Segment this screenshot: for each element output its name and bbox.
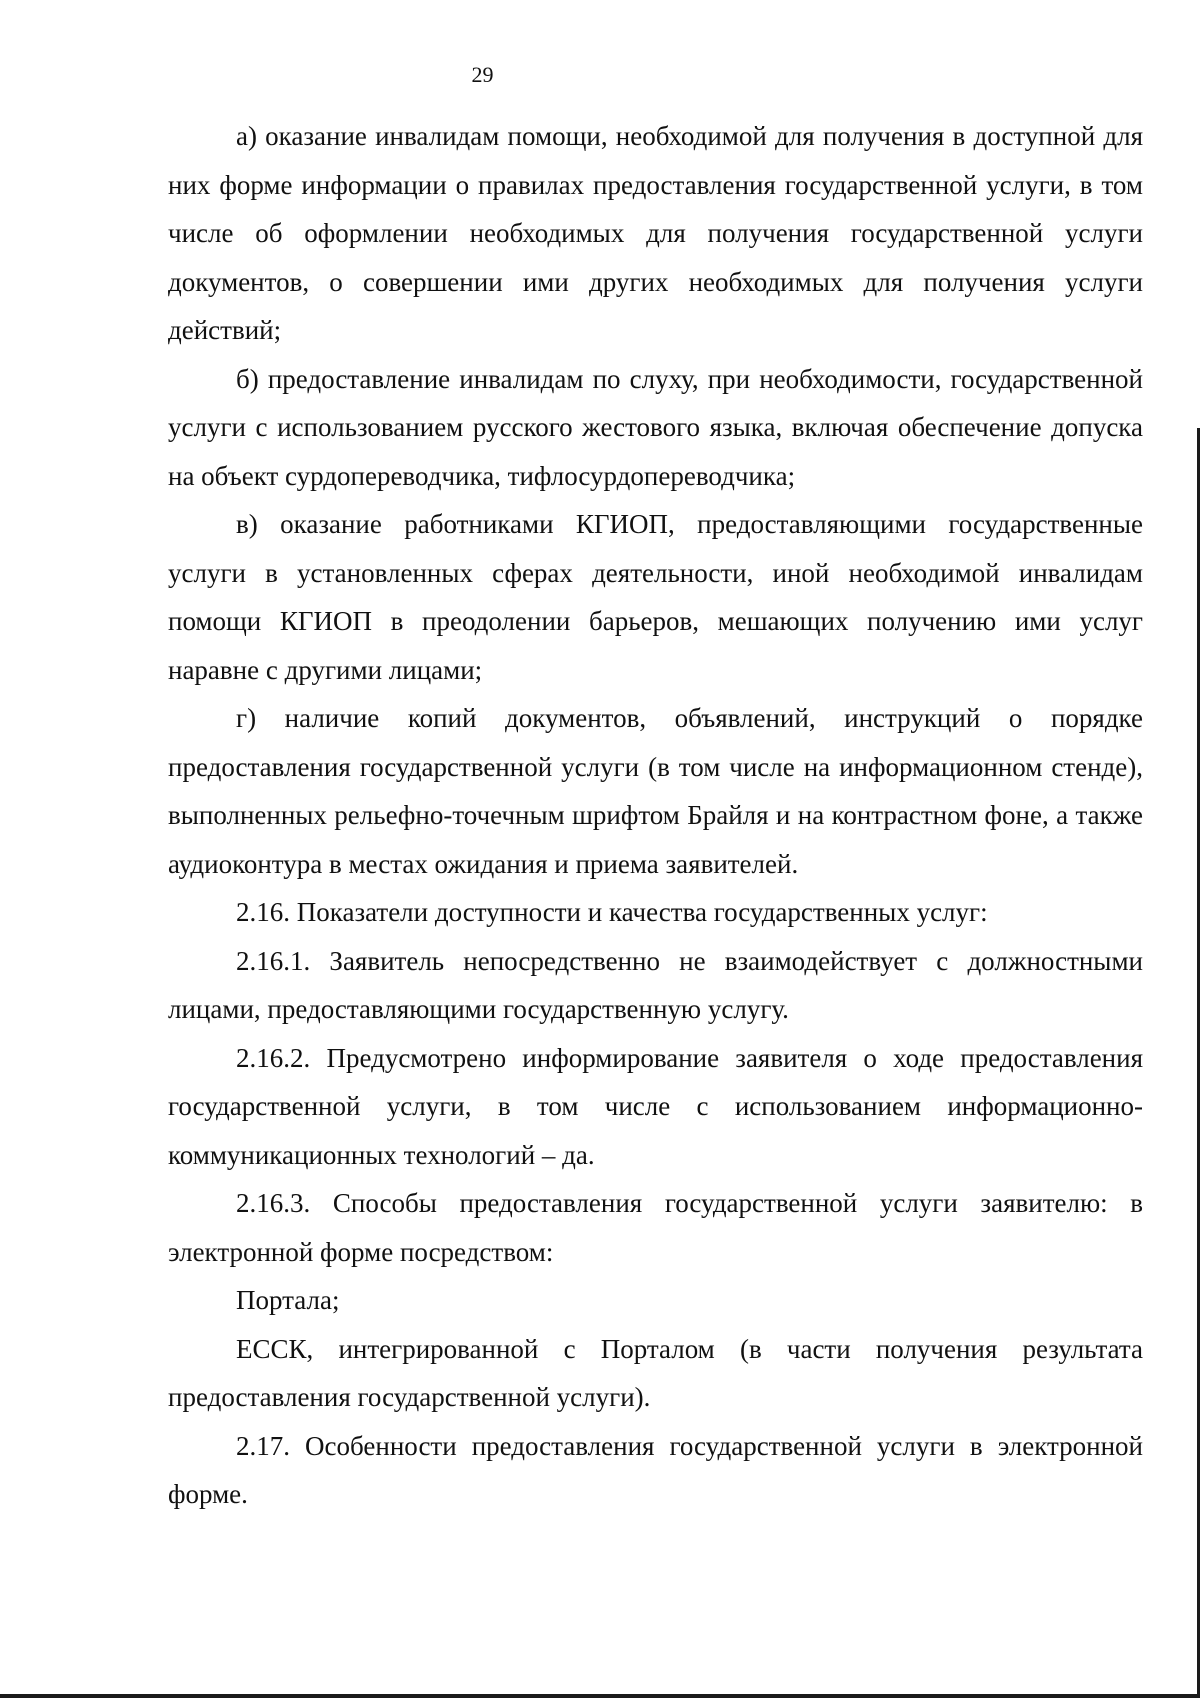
section-2-16-heading: 2.16. Показатели доступности и качества государственных услуг: (236, 897, 988, 927)
item-essk: ЕССК, интегрированной с Порталом (в части получения результата предоставления государственной услуги). (168, 1333, 1143, 1412)
section-2-16-1: 2.16.1. Заявитель непосредственно не взаимодействует с должностными лицами, предоставляющими государственную услугу. (168, 945, 1143, 1024)
page-number: 29 (471, 62, 494, 87)
paragraph-g: г) наличие копий документов, объявлений, инструкций о порядке предоставления государственной услуги (в том числе на информационном стенде), выполненных рельефно-точечным шрифтом Брайля и на контрастном фоне, а также аудиоконтура в местах ожидания и приема заявителей. (168, 703, 1143, 879)
section-2-17: 2.17. Особенности предоставления государственной услуги в электронной форме. (168, 1430, 1143, 1509)
paragraph-a: а) оказание инвалидам помощи, необходимой для получения в доступной для них форме информации о правилах предоставления государственной услуги, в том числе об оформлении необходимых для получения государственной услуги документов, о совершении ими других необходимых для получения услуги действий; (168, 121, 1143, 345)
document-body (168, 112, 1143, 1519)
scan-edge-bottom (0, 1694, 1200, 1698)
paragraph-v: в) оказание работниками КГИОП, предоставляющими государственные услуги в установленных сферах деятельности, иной необходимой инвалидам помощи КГИОП в преодолении барьеров, мешающих получению ими услуг наравне с другими лицами; (168, 509, 1143, 685)
paragraph-b: б) предоставление инвалидам по слуху, при необходимости, государственной услуги с использованием русского жестового языка, включая обеспечение допуска на объект сурдопереводчика, тифлосурдопереводчика; (168, 363, 1143, 491)
item-portal: Портала; (236, 1285, 340, 1315)
section-2-16-2: 2.16.2. Предусмотрено информирование заявителя о ходе предоставления государственной услуги, в том числе с использованием информационно-коммуникационных технологий – да. (168, 1042, 1143, 1170)
section-2-16-3: 2.16.3. Способы предоставления государственной услуги заявителю: в электронной форме посредством: (168, 1188, 1143, 1267)
